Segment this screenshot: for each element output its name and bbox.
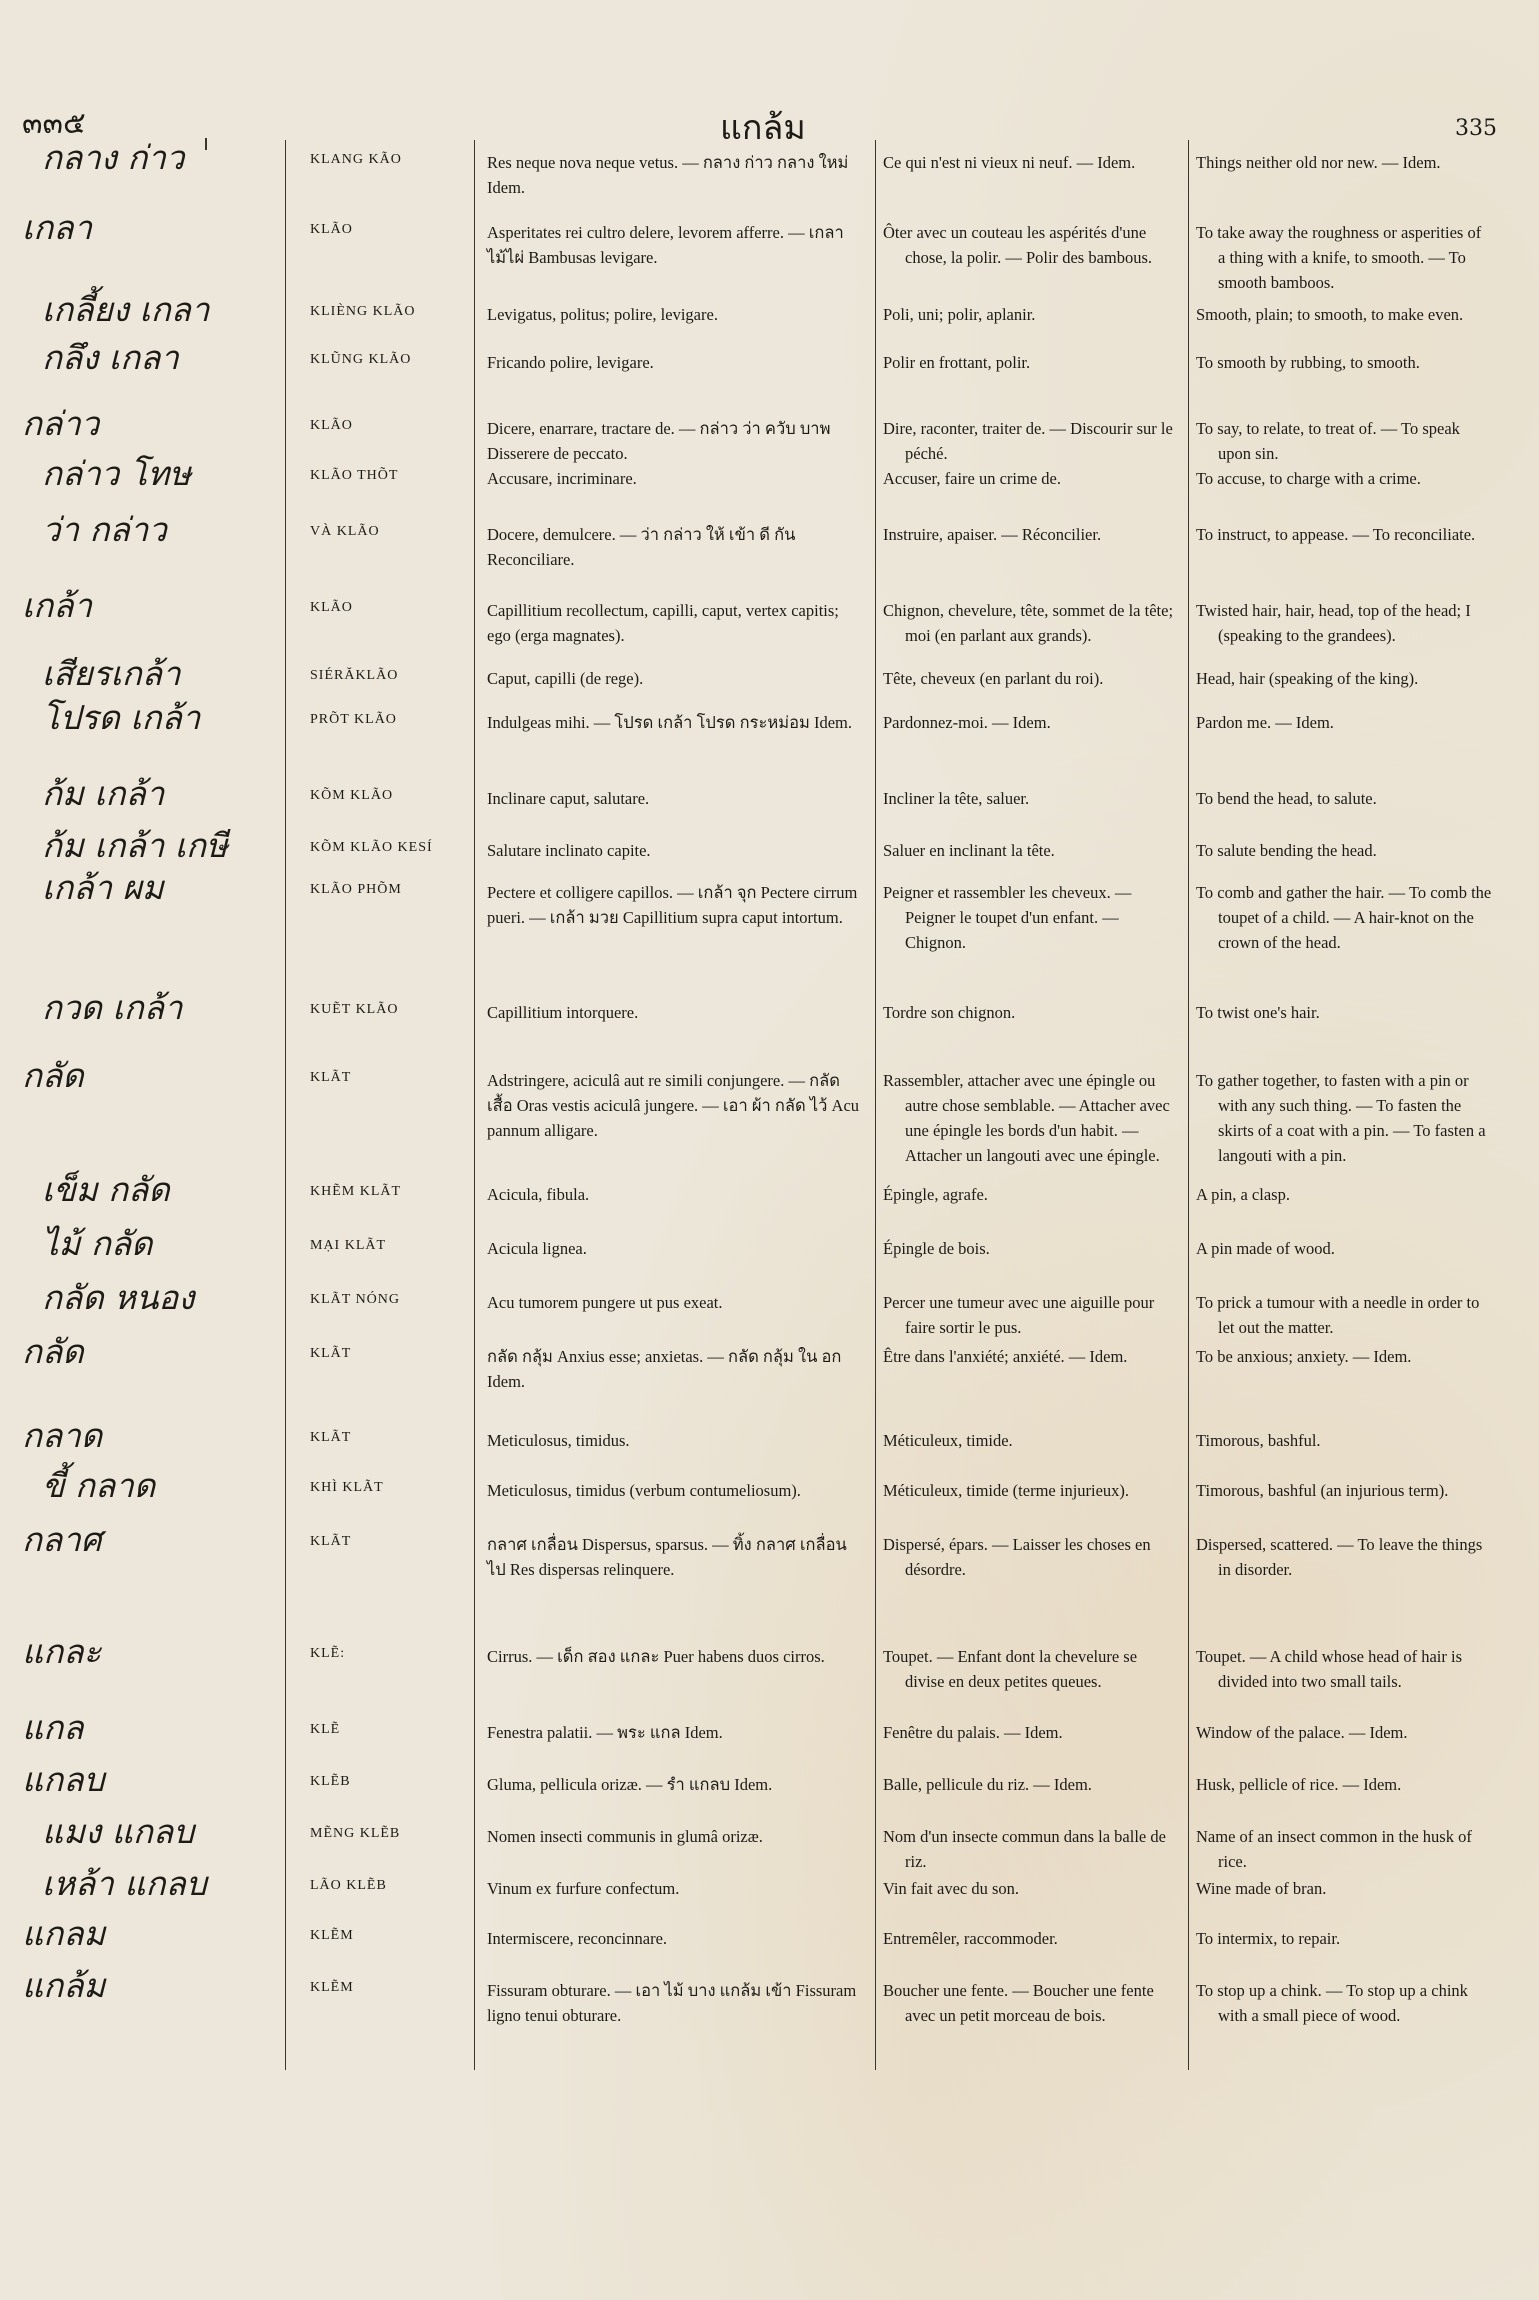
english-definition: To gather together, to fasten with a pin or with any such thing. — To fasten the skirts of a coat with a pin. — To fasten a langouti with a pin. <box>1196 1071 1486 1165</box>
romanization: KLŨNG KLÃO <box>310 352 412 367</box>
latin-definition: Indulgeas mihi. — โปรด เกล้า โปรด กระหม่อม Idem. <box>487 713 853 732</box>
thai-headword: ว่า กล่าว <box>42 510 167 549</box>
thai-headword: กล่าว <box>22 404 100 443</box>
romanization: VÀ KLÃO <box>310 524 380 539</box>
romanization: KLÃT <box>310 1346 352 1361</box>
thai-headword: ก้ม เกล้า <box>42 774 165 813</box>
english-definition: To salute bending the head. <box>1196 841 1377 860</box>
english-definition: Head, hair (speaking of the king). <box>1196 669 1419 688</box>
romanization: KLÃT <box>310 1070 352 1085</box>
english-definition: To bend the head, to salute. <box>1196 789 1377 808</box>
english-definition: A pin made of wood. <box>1196 1239 1335 1258</box>
thai-headword: แมง แกลบ <box>42 1812 195 1851</box>
romanization: KLÃO <box>310 418 353 433</box>
romanization: KÕM KLÃO <box>310 788 394 803</box>
english-definition: Husk, pellicle of rice. — Idem. <box>1196 1775 1402 1794</box>
romanization: KLẼM <box>310 1980 354 1995</box>
french-definition: Chignon, chevelure, tête, sommet de la tête; moi (en parlant aux grands). <box>883 601 1174 645</box>
thai-headword: เกลี้ยง เกลา <box>42 290 210 329</box>
french-definition: Nom d'un insecte commun dans la balle de riz. <box>883 1827 1166 1871</box>
latin-definition: Acicula, fibula. <box>487 1185 590 1204</box>
english-definition: Smooth, plain; to smooth, to make even. <box>1196 305 1464 324</box>
french-definition: Toupet. — Enfant dont la chevelure se divise en deux petites queues. <box>883 1647 1138 1691</box>
thai-headword: กลัด <box>22 1332 84 1371</box>
thai-headword: เข็ม กลัด <box>42 1170 170 1209</box>
romanization: MẼNG KLẼB <box>310 1826 401 1841</box>
english-definition: Pardon me. — Idem. <box>1196 713 1334 732</box>
thai-headword: ไม้ กลัด <box>42 1224 153 1263</box>
latin-definition: Capillitium intorquere. <box>487 1003 639 1022</box>
french-definition: Boucher une fente. — Boucher une fente avec un petit morceau de bois. <box>883 1981 1154 2025</box>
thai-headword: กลาด <box>22 1416 103 1455</box>
latin-definition: Dicere, enarrare, tractare de. — กล่าว ว่า ควับ บาพ Disserere de peccato. <box>487 419 831 463</box>
latin-definition: Fissuram obturare. — เอา ไม้ บาง แกล้ม เข้า Fissuram ligno tenui obturare. <box>487 1981 857 2025</box>
french-definition: Ôter avec un couteau les aspérités d'une chose, la polir. — Polir des bambous. <box>883 223 1153 267</box>
latin-definition: Cirrus. — เด็ก สอง แกละ Puer habens duos cirros. <box>487 1647 825 1666</box>
french-definition: Instruire, apaiser. — Réconcilier. <box>883 525 1102 544</box>
english-definition: Name of an insect common in the husk of rice. <box>1196 1827 1472 1871</box>
french-definition: Peigner et rassembler les cheveux. — Peigner le toupet d'un enfant. — Chignon. <box>883 883 1132 952</box>
latin-definition: Pectere et colligere capillos. — เกล้า จุก Pectere cirrum pueri. — เกล้า มวย Capillitium supra caput intortum. <box>487 883 858 927</box>
thai-headword: เสียรเกล้า <box>42 654 181 693</box>
romanization: SIÉRĂKLÃO <box>310 668 399 683</box>
english-definition: To instruct, to appease. — To reconciliate. <box>1196 525 1476 544</box>
romanization: KHÌ KLÃT <box>310 1480 384 1495</box>
romanization: KLÃT <box>310 1534 352 1549</box>
french-definition: Vin fait avec du son. <box>883 1879 1020 1898</box>
latin-definition: Inclinare caput, salutare. <box>487 789 650 808</box>
thai-headword: เกลา <box>22 208 93 247</box>
romanization: KLẼM <box>310 1928 354 1943</box>
english-definition: A pin, a clasp. <box>1196 1185 1290 1204</box>
latin-definition: Meticulosus, timidus. <box>487 1431 630 1450</box>
romanization: LÃO KLẼB <box>310 1878 387 1893</box>
thai-headword: เกล้า ผม <box>42 868 164 907</box>
romanization: KLÃO PHÕM <box>310 882 402 897</box>
romanization: KLANG KÃO <box>310 152 402 167</box>
french-definition: Fenêtre du palais. — Idem. <box>883 1723 1063 1742</box>
romanization: MẠI KLÃT <box>310 1238 387 1253</box>
latin-definition: Accusare, incriminare. <box>487 469 637 488</box>
running-head: แกล้ม <box>720 108 806 148</box>
french-definition: Épingle de bois. <box>883 1239 990 1258</box>
latin-definition: Adstringere, aciculâ aut re simili conjungere. — กลัด เสื้อ Oras vestis aciculâ jungere. — เอา ผ้า กลัด ไว้ Acu pannum alligare. <box>487 1071 860 1140</box>
french-definition: Tordre son chignon. <box>883 1003 1016 1022</box>
french-definition: Tête, cheveux (en parlant du roi). <box>883 669 1104 688</box>
french-definition: Accuser, faire un crime de. <box>883 469 1061 488</box>
french-definition: Poli, uni; polir, aplanir. <box>883 305 1036 324</box>
latin-definition: Gluma, pellicula orizæ. — รำ แกลบ Idem. <box>487 1775 773 1794</box>
french-definition: Ce qui n'est ni vieux ni neuf. — Idem. <box>883 153 1136 172</box>
romanization: KLÃO <box>310 222 353 237</box>
thai-headword: ขี้ กลาด <box>42 1466 156 1505</box>
latin-definition: Acicula lignea. <box>487 1239 587 1258</box>
french-definition: Méticuleux, timide (terme injurieux). <box>883 1481 1130 1500</box>
english-definition: To take away the roughness or asperities of a thing with a knife, to smooth. — To smooth bamboos. <box>1196 223 1482 292</box>
latin-definition: Levigatus, politus; polire, levigare. <box>487 305 718 324</box>
thai-headword: กลัด <box>22 1056 84 1095</box>
romanization: KLẼ: <box>310 1646 346 1661</box>
french-definition: Balle, pellicule du riz. — Idem. <box>883 1775 1092 1794</box>
thai-headword: โปรด เกล้า <box>42 698 201 737</box>
thai-headword: เหล้า แกลบ <box>42 1864 207 1903</box>
page-number-thai: ๓๓๕ <box>22 106 86 141</box>
romanization: PRÕT KLÃO <box>310 712 397 727</box>
french-definition: Être dans l'anxiété; anxiété. — Idem. <box>883 1347 1128 1366</box>
english-definition: Dispersed, scattered. — To leave the things in disorder. <box>1196 1535 1483 1579</box>
romanization: KLÃO THÕT <box>310 468 399 483</box>
english-definition: To prick a tumour with a needle in order to let out the matter. <box>1196 1293 1480 1337</box>
latin-definition: Meticulosus, timidus (verbum contumeliosum). <box>487 1481 801 1500</box>
french-definition: Polir en frottant, polir. <box>883 353 1031 372</box>
thai-headword: กลึง เกลา <box>42 338 179 377</box>
latin-definition: Docere, demulcere. — ว่า กล่าว ให้ เข้า ดี กัน Reconciliare. <box>487 525 796 569</box>
french-definition: Saluer en inclinant la tête. <box>883 841 1055 860</box>
thai-headword: แกล <box>22 1708 84 1747</box>
latin-definition: Nomen insecti communis in glumâ orizæ. <box>487 1827 763 1846</box>
thai-headword: เกล้า <box>22 586 93 625</box>
romanization: KLIÈNG KLÃO <box>310 304 416 319</box>
french-definition: Incliner la tête, saluer. <box>883 789 1030 808</box>
english-definition: Toupet. — A child whose head of hair is divided into two small tails. <box>1196 1647 1463 1691</box>
english-definition: Things neither old nor new. — Idem. <box>1196 153 1441 172</box>
latin-definition: Asperitates rei cultro delere, levorem afferre. — เกลา ไม้ไผ่ Bambusas levigare. <box>487 223 844 267</box>
latin-definition: Fricando polire, levigare. <box>487 353 654 372</box>
romanization: KHẼM KLÃT <box>310 1184 402 1199</box>
thai-headword: กลาง ก่าว <box>42 138 185 177</box>
french-definition: Épingle, agrafe. <box>883 1185 988 1204</box>
french-definition: Rassembler, attacher avec une épingle ou autre chose semblable. — Attacher avec une épingle les bords d'un habit. — Attacher un langouti avec une épingle. <box>883 1071 1170 1165</box>
english-definition: To be anxious; anxiety. — Idem. <box>1196 1347 1412 1366</box>
english-definition: To comb and gather the hair. — To comb the toupet of a child. — A hair-knot on the crown of the head. <box>1196 883 1492 952</box>
romanization: KLẼB <box>310 1774 351 1789</box>
french-definition: Pardonnez-moi. — Idem. <box>883 713 1051 732</box>
thai-headword: กวด เกล้า <box>42 988 183 1027</box>
thai-headword: แกลม <box>22 1914 106 1953</box>
french-definition: Entremêler, raccommoder. <box>883 1929 1058 1948</box>
latin-definition: Caput, capilli (de rege). <box>487 669 644 688</box>
latin-definition: Fenestra palatii. — พระ แกล Idem. <box>487 1723 723 1742</box>
thai-headword: แกละ <box>22 1632 102 1671</box>
french-definition: Méticuleux, timide. <box>883 1431 1013 1450</box>
romanization: KÕM KLÃO KESÍ <box>310 840 433 855</box>
english-definition: Window of the palace. — Idem. <box>1196 1723 1408 1742</box>
english-definition: Timorous, bashful (an injurious term). <box>1196 1481 1449 1500</box>
latin-definition: Intermiscere, reconcinnare. <box>487 1929 668 1948</box>
english-definition: To stop up a chink. — To stop up a chink with a small piece of wood. <box>1196 1981 1468 2025</box>
page-number: 335 <box>1455 116 1497 141</box>
thai-headword: กล่าว โทษ <box>42 454 191 493</box>
latin-definition: Res neque nova neque vetus. — กลาง ก่าว กลาง ใหม่ Idem. <box>487 153 849 197</box>
english-definition: To twist one's hair. <box>1196 1003 1320 1022</box>
latin-definition: Vinum ex furfure confectum. <box>487 1879 680 1898</box>
latin-definition: กลาศ เกลื่อน Dispersus, sparsus. — ทิ้ง กลาศ เกลื่อน ไป Res dispersas relinquere. <box>487 1535 847 1579</box>
thai-headword: แกล้ม <box>22 1966 106 2005</box>
french-definition: Percer une tumeur avec une aiguille pour faire sortir le pus. <box>883 1293 1155 1337</box>
romanization: KUẼT KLÃO <box>310 1002 399 1017</box>
thai-headword: แกลบ <box>22 1760 105 1799</box>
latin-definition: Acu tumorem pungere ut pus exeat. <box>487 1293 723 1312</box>
english-definition: Twisted hair, hair, head, top of the head; I (speaking to the grandees). <box>1196 601 1471 645</box>
romanization: KLÃT <box>310 1430 352 1445</box>
thai-headword: กลาศ <box>22 1520 102 1559</box>
romanization: KLẼ <box>310 1722 341 1737</box>
english-definition: Wine made of bran. <box>1196 1879 1327 1898</box>
latin-definition: Salutare inclinato capite. <box>487 841 651 860</box>
thai-headword: ก้ม เกล้า เกษี <box>42 826 228 865</box>
english-definition: To say, to relate, to treat of. — To speak upon sin. <box>1196 419 1460 463</box>
french-definition: Dire, raconter, traiter de. — Discourir sur le péché. <box>883 419 1173 463</box>
french-definition: Dispersé, épars. — Laisser les choses en désordre. <box>883 1535 1151 1579</box>
thai-headword: กลัด หนอง <box>42 1278 195 1317</box>
latin-definition: กลัด กลุ้ม Anxius esse; anxietas. — กลัด กลุ้ม ใน อก Idem. <box>487 1347 842 1391</box>
english-definition: To accuse, to charge with a crime. <box>1196 469 1421 488</box>
latin-definition: Capillitium recollectum, capilli, caput, vertex capitis; ego (erga magnates). <box>487 601 839 645</box>
english-definition: To intermix, to repair. <box>1196 1929 1341 1948</box>
english-definition: To smooth by rubbing, to smooth. <box>1196 353 1420 372</box>
english-definition: Timorous, bashful. <box>1196 1431 1321 1450</box>
romanization: KLÃO <box>310 600 353 615</box>
romanization: KLÃT NÓNG <box>310 1292 401 1307</box>
